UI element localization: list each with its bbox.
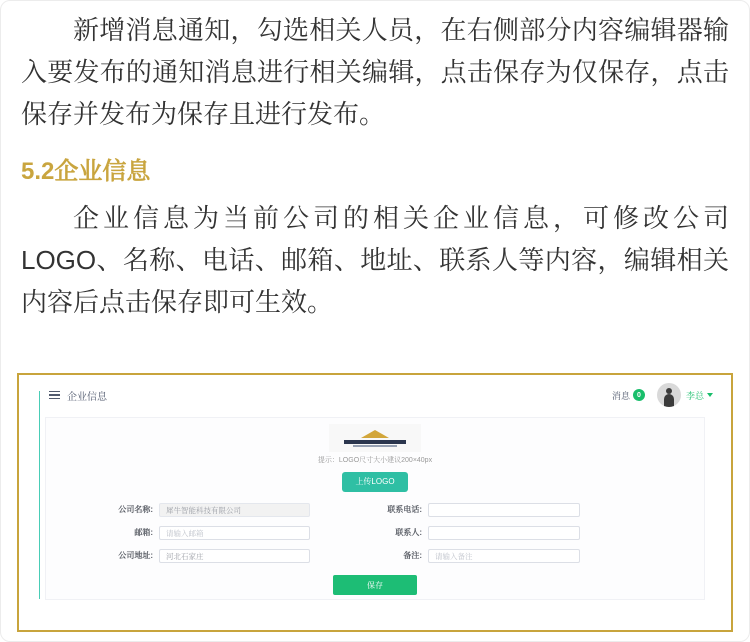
field-label-company-address: 公司地址: xyxy=(118,551,153,560)
chevron-down-icon[interactable] xyxy=(707,393,713,397)
field-label-company-name: 公司名称: xyxy=(118,505,153,514)
paragraph: 新增消息通知，勾选相关人员，在右侧部分内容编辑器输入要发布的通知消息进行相关编辑，点击保存为仅保存，点击保存并发布为保存且进行发布。 xyxy=(21,15,729,129)
paragraph: 企业信息为当前公司的相关企业信息，可修改公司LOGO、名称、电话、邮箱、地址、联系人等内容，编辑相关内容后点击保存即可生效。 xyxy=(21,203,729,317)
enterprise-info-panel xyxy=(45,417,705,600)
enterprise-info-form xyxy=(46,503,704,563)
section-heading: 5.2企业信息 xyxy=(21,158,151,185)
field-label-contact-phone: 联系电话: xyxy=(387,505,422,514)
user-name[interactable]: 李总 xyxy=(685,390,704,401)
logo-subtext-bar xyxy=(353,445,397,447)
remark-input[interactable] xyxy=(428,549,580,563)
header-right-cluster xyxy=(612,383,713,407)
company-logo xyxy=(329,424,421,452)
hamburger-menu-icon[interactable] xyxy=(49,389,60,401)
logo-size-hint: 提示：LOGO尺寸大小建议200×40px xyxy=(317,457,433,464)
upload-logo-button[interactable]: 上传LOGO xyxy=(342,472,407,492)
logo-pyramid-icon xyxy=(361,430,389,438)
sidebar-accent-line xyxy=(39,391,40,599)
app-header xyxy=(19,375,731,403)
save-button[interactable]: 保存 xyxy=(333,575,417,595)
email-input[interactable] xyxy=(159,526,310,540)
document-body xyxy=(1,9,749,323)
user-avatar[interactable] xyxy=(657,383,681,407)
company-address-input[interactable] xyxy=(159,549,310,563)
contact-person-input[interactable] xyxy=(428,526,580,540)
messages-link[interactable]: 消息 xyxy=(611,390,630,401)
embedded-screenshot-frame xyxy=(17,373,733,632)
company-name-input[interactable] xyxy=(159,503,310,517)
page-title: 企业信息 xyxy=(67,391,107,403)
contact-phone-input[interactable] xyxy=(428,503,580,517)
logo-text-bar xyxy=(344,440,406,444)
field-label-remark: 备注: xyxy=(403,551,422,560)
field-label-email: 邮箱: xyxy=(134,528,153,537)
messages-count-badge: 0 xyxy=(633,389,645,401)
field-label-contact-person: 联系人: xyxy=(395,528,422,537)
